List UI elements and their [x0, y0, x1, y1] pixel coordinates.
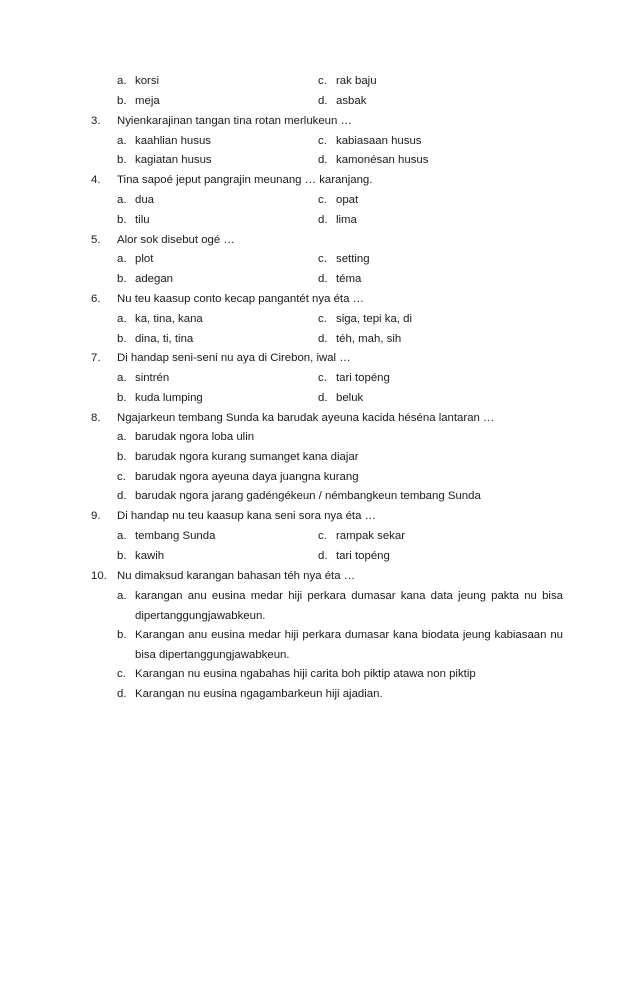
option-letter: b.: [117, 550, 127, 562]
option-text: kawih: [135, 550, 165, 562]
option-letter: c.: [318, 75, 327, 87]
option-text: siga, tepi ka, di: [336, 313, 412, 325]
option-letter: a.: [117, 431, 127, 443]
option-letter: c.: [318, 194, 327, 206]
option-text: Karangan nu eusina ngabahas hiji carita boh piktip atawa non piktip: [135, 668, 476, 680]
question-number: 4.: [91, 174, 101, 186]
option-row: [0, 587, 638, 627]
question-text: Nu teu kaasup conto kecap pangantét nya éta …: [117, 293, 364, 305]
question-number: 7.: [91, 352, 101, 364]
option-letter: a.: [117, 313, 127, 325]
question-text: Di handap seni-seni nu aya di Cirebon, iwal …: [117, 352, 351, 364]
option-row: [0, 685, 638, 705]
option-row: [0, 626, 638, 666]
option-text: karangan anu eusina medar hiji perkara dumasar kana data jeung pakta nu bisa dipertanggungjawabkeun.: [135, 590, 563, 622]
option-letter: d.: [117, 688, 127, 700]
question-row: [0, 112, 638, 132]
option-row: [0, 330, 638, 350]
option-text: barudak ngora loba ulin: [135, 431, 255, 443]
option-letter: d.: [318, 154, 328, 166]
option-row: [0, 151, 638, 171]
option-letter: b.: [117, 273, 127, 285]
option-text: téh, mah, sih: [336, 333, 402, 345]
option-row: [0, 389, 638, 409]
option-letter: c.: [117, 471, 126, 483]
option-text: rampak sekar: [336, 530, 406, 542]
option-text: dua: [135, 194, 155, 206]
option-text: kamonésan husus: [336, 154, 429, 166]
option-text: plot: [135, 253, 154, 265]
question-text: Di handap nu teu kaasup kana seni sora nya éta …: [117, 510, 376, 522]
option-text: opat: [336, 194, 359, 206]
question-row: [0, 349, 638, 369]
option-text: kagiatan husus: [135, 154, 212, 166]
option-letter: c.: [318, 372, 327, 384]
question-row: [0, 290, 638, 310]
option-text: kabiasaan husus: [336, 135, 422, 147]
option-text: tilu: [135, 214, 150, 226]
option-text: barudak ngora ayeuna daya juangna kurang: [135, 471, 359, 483]
question-row: [0, 171, 638, 191]
option-text: setting: [336, 253, 370, 265]
option-text: sintrén: [135, 372, 170, 384]
option-letter: a.: [117, 253, 127, 265]
option-row: [0, 448, 638, 468]
option-letter: d.: [117, 490, 127, 502]
question-number: 5.: [91, 234, 101, 246]
question-row: [0, 231, 638, 251]
option-text: kaahlian husus: [135, 135, 211, 147]
option-letter: b.: [117, 214, 127, 226]
option-letter: b.: [117, 451, 127, 463]
question-text: Nyienkarajinan tangan tina rotan merlukeun …: [117, 115, 352, 127]
option-letter: a.: [117, 530, 127, 542]
option-text: kuda lumping: [135, 392, 203, 404]
option-row: [0, 72, 638, 92]
option-row: [0, 487, 638, 507]
option-text: téma: [336, 273, 362, 285]
option-text: dina, ti, tina: [135, 333, 194, 345]
option-row: [0, 310, 638, 330]
option-text: asbak: [336, 95, 367, 107]
question-text: Tina sapoé jeput pangrajin meunang … karanjang.: [117, 174, 373, 186]
question-number: 8.: [91, 412, 101, 424]
option-row: [0, 211, 638, 231]
option-letter: c.: [318, 253, 327, 265]
option-letter: b.: [117, 95, 127, 107]
option-letter: d.: [318, 95, 328, 107]
question-row: [0, 409, 638, 429]
option-row: [0, 369, 638, 389]
option-letter: d.: [318, 214, 328, 226]
option-row: [0, 428, 638, 448]
option-letter: d.: [318, 550, 328, 562]
option-row: [0, 468, 638, 488]
option-letter: a.: [117, 135, 127, 147]
question-number: 10.: [91, 570, 107, 582]
option-text: Karangan anu eusina medar hiji perkara dumasar kana biodata jeung kabiasaan nu bisa dipertanggungjawabkeun.: [135, 629, 563, 661]
option-text: meja: [135, 95, 160, 107]
option-letter: a.: [117, 590, 127, 602]
option-text: barudak ngora jarang gadéngékeun / némbangkeun tembang Sunda: [135, 490, 481, 502]
option-text: tari topéng: [336, 372, 390, 384]
option-letter: c.: [318, 530, 327, 542]
option-text: beluk: [336, 392, 364, 404]
option-letter: c.: [318, 313, 327, 325]
question-number: 9.: [91, 510, 101, 522]
option-letter: a.: [117, 372, 127, 384]
option-row: [0, 92, 638, 112]
option-row: [0, 250, 638, 270]
option-letter: a.: [117, 194, 127, 206]
option-letter: c.: [318, 135, 327, 147]
question-row: [0, 567, 638, 587]
question-text: Alor sok disebut ogé …: [117, 234, 235, 246]
option-text: Karangan nu eusina ngagambarkeun hiji ajadian.: [135, 688, 383, 700]
question-text: Nu dimaksud karangan bahasan téh nya éta …: [117, 570, 356, 582]
option-row: [0, 665, 638, 685]
option-text: ka, tina, kana: [135, 313, 203, 325]
option-row: [0, 547, 638, 567]
option-letter: d.: [318, 273, 328, 285]
option-letter: b.: [117, 392, 127, 404]
option-letter: b.: [117, 154, 127, 166]
option-text: rak baju: [336, 75, 377, 87]
option-letter: a.: [117, 75, 127, 87]
question-text: Ngajarkeun tembang Sunda ka barudak ayeuna kacida héséna lantaran …: [117, 412, 495, 424]
option-text: korsi: [135, 75, 160, 87]
question-row: [0, 507, 638, 527]
option-letter: d.: [318, 392, 328, 404]
option-text: lima: [336, 214, 357, 226]
option-row: [0, 132, 638, 152]
option-letter: b.: [117, 333, 127, 345]
option-row: [0, 527, 638, 547]
option-row: [0, 191, 638, 211]
option-text: adegan: [135, 273, 174, 285]
question-number: 6.: [91, 293, 101, 305]
option-letter: c.: [117, 668, 126, 680]
option-text: tari topéng: [336, 550, 390, 562]
option-row: [0, 270, 638, 290]
option-letter: d.: [318, 333, 328, 345]
question-number: 3.: [91, 115, 101, 127]
option-text: barudak ngora kurang sumanget kana diajar: [135, 451, 359, 463]
option-letter: b.: [117, 629, 127, 641]
option-text: tembang Sunda: [135, 530, 216, 542]
